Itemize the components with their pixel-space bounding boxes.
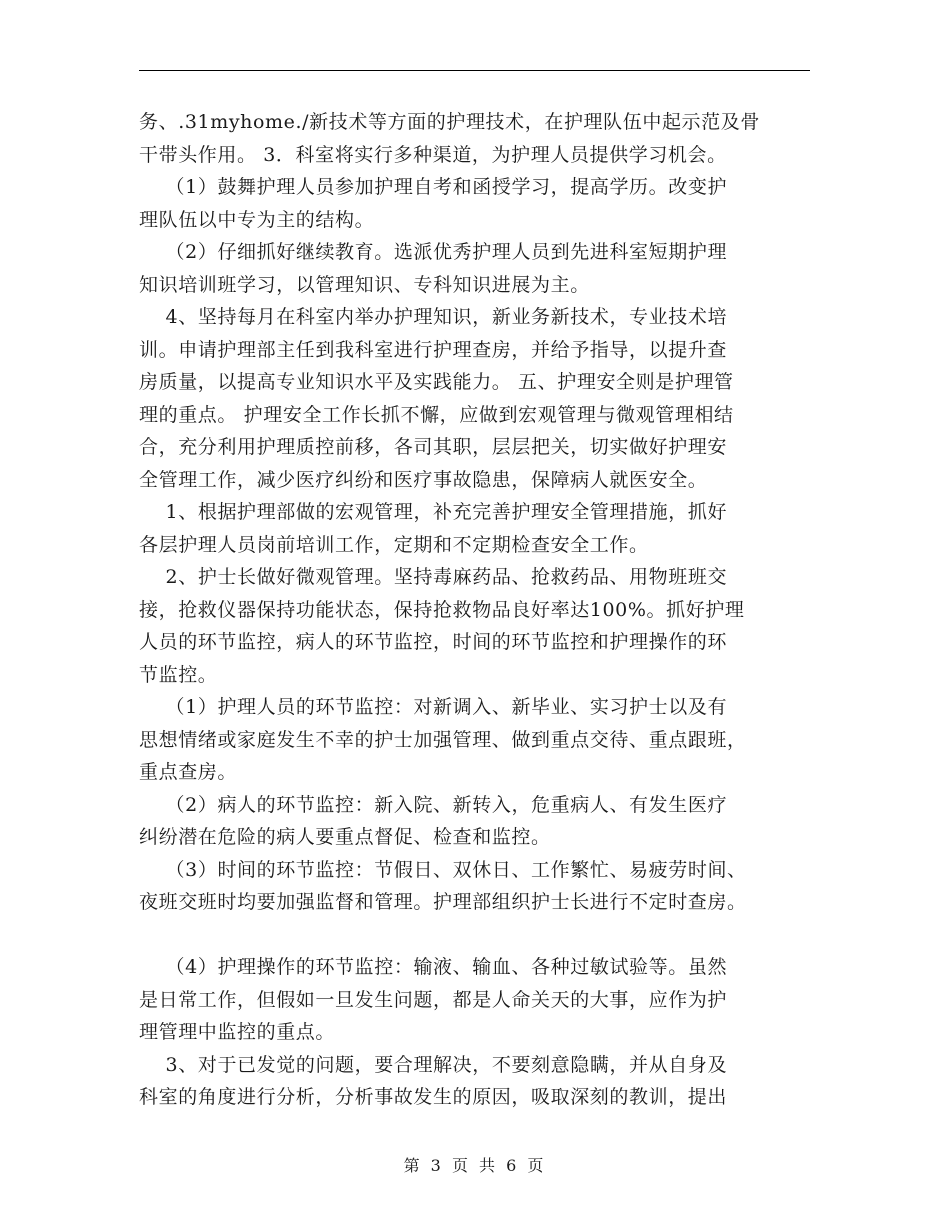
blank-line xyxy=(139,919,829,952)
text-line: 3、对于已发觉的问题，要合理解决，不要刻意隐瞒，并从自身及 xyxy=(139,1053,728,1076)
text-line: 理管理中监控的重点。 xyxy=(139,1021,336,1043)
text-line: 思想情绪或家庭发生不幸的护士加强管理、做到重点交待、重点跟班， xyxy=(139,728,747,751)
text-line: （1）护理人员的环节监控：对新调入、新毕业、实习护士以及有 xyxy=(139,696,728,718)
text-line: 接，抢救仪器保持功能状态，保持抢救物品良好率达100%。抓好护理 xyxy=(139,598,745,621)
text-line: 训。申请护理部主任到我科室进行护理查房，并给予指导，以提升查 xyxy=(139,338,728,361)
text-line: （2）病人的环节监控：新入院、新转入，危重病人、有发生医疗 xyxy=(139,793,728,816)
text-line: 纠纷潜在危险的病人要重点督促、检查和监控。 xyxy=(139,826,551,848)
text-line: 知识培训班学习，以管理知识、专科知识进展为主。 xyxy=(139,273,590,296)
text-line: （1）鼓舞护理人员参加护理自考和函授学习，提高学历。改变护 xyxy=(139,176,728,198)
text-line: 1、根据护理部做的宏观管理，补充完善护理安全管理措施，抓好 xyxy=(139,501,728,523)
text-line: （4）护理操作的环节监控：输液、输血、各种过敏试验等。虽然 xyxy=(139,956,728,978)
text-line: 干带头作用。 3．科室将实行多种渠道，为护理人员提供学习机会。 xyxy=(139,143,727,166)
text-line: 科室的角度进行分析，分析事故发生的原因，吸取深刻的教训，提出 xyxy=(139,1086,728,1108)
text-line: 务、.31myhome./新技术等方面的护理技术，在护理队伍中起示范及骨 xyxy=(139,111,760,133)
text-line: 全管理工作，减少医疗纠纷和医疗事故隐患，保障病人就医安全。 xyxy=(139,468,708,491)
header-rule xyxy=(139,70,810,71)
text-line: 各层护理人员岗前培训工作，定期和不定期检查安全工作。 xyxy=(139,533,649,556)
text-line: 合，充分利用护理质控前移，各司其职，层层把关，切实做好护理安 xyxy=(139,436,728,458)
text-line: 重点查房。 xyxy=(139,761,238,783)
page-number: 第 3 页 共 6 页 xyxy=(403,1156,547,1175)
text-line: 理的重点。 护理安全工作长抓不懈，应做到宏观管理与微观管理相结 xyxy=(139,403,734,426)
text-line: 节监控。 xyxy=(139,663,218,686)
document-body xyxy=(139,106,829,1114)
text-line: （3）时间的环节监控：节假日、双休日、工作繁忙、易疲劳时间、 xyxy=(139,858,747,881)
text-line: 4、坚持每月在科室内举办护理知识，新业务新技术，专业技术培 xyxy=(139,306,728,328)
text-line: 是日常工作，但假如一旦发生问题，都是人命关天的大事，应作为护 xyxy=(139,988,728,1011)
text-line: 夜班交班时均要加强监督和管理。护理部组织护士长进行不定时查房。 xyxy=(139,891,747,913)
text-line: （2）仔细抓好继续教育。选派优秀护理人员到先进科室短期护理 xyxy=(139,241,728,263)
text-line: 2、护士长做好微观管理。坚持毒麻药品、抢救药品、用物班班交 xyxy=(139,566,728,588)
text-line: 理队伍以中专为主的结构。 xyxy=(139,208,375,231)
text-line: 房质量，以提高专业知识水平及实践能力。 五、护理安全则是护理管 xyxy=(139,371,734,393)
text-line: 人员的环节监控，病人的环节监控，时间的环节监控和护理操作的环 xyxy=(139,631,728,653)
